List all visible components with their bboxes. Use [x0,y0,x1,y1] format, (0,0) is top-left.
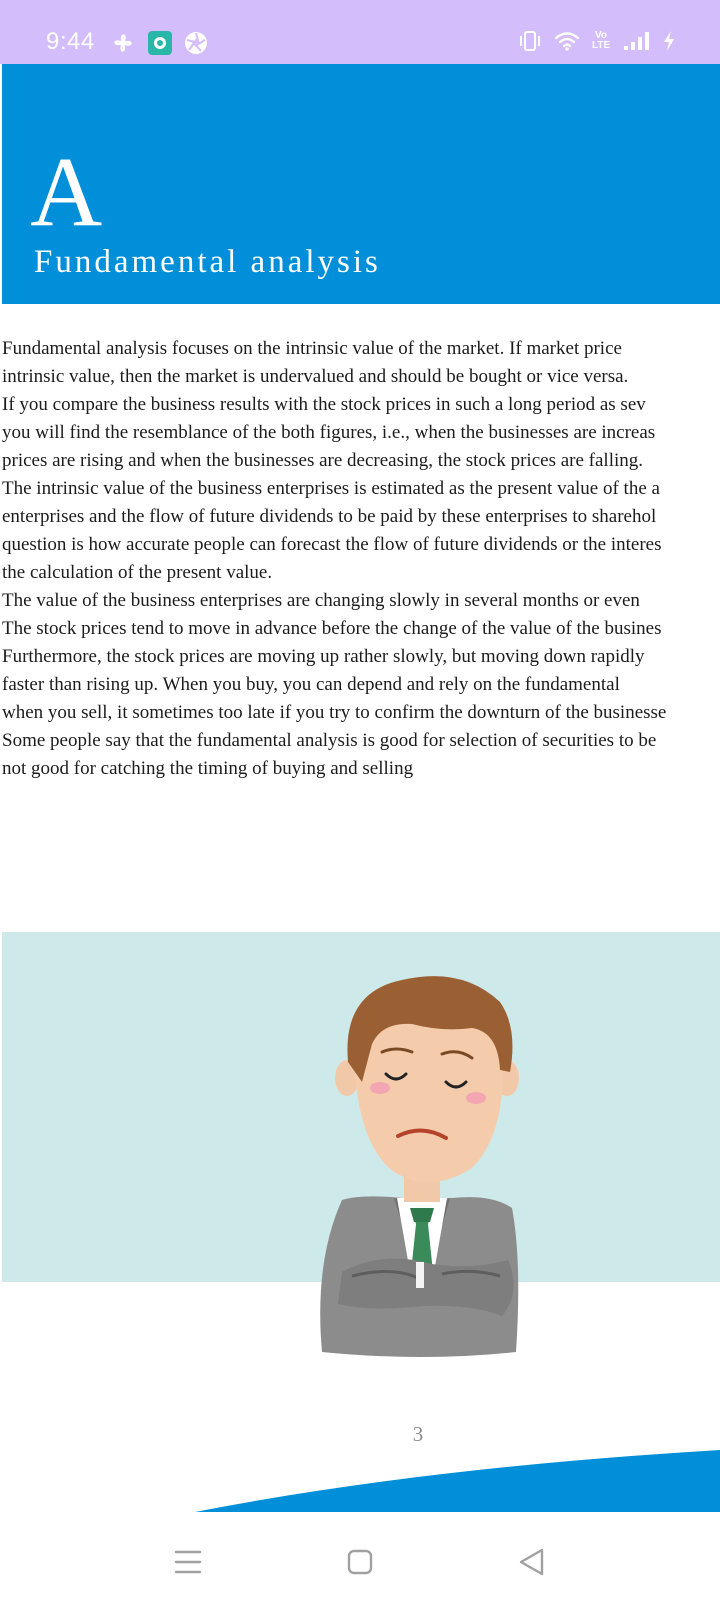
text-line: question is how accurate people can forecast the flow of future dividends or the interes [2,534,662,555]
text-line: when you sell, it sometimes too late if you try to confirm the downturn of the businesse [2,702,667,723]
status-system-icons [518,30,676,52]
text-line: The value of the business enterprises are changing slowly in several months or even [2,590,640,611]
businessman-illustration [2,932,720,1362]
status-time: 9:44 [46,28,95,55]
businessman-figure [2,932,720,1362]
text-line: prices are rising and when the businesses are decreasing, the stock prices are falling. [2,450,644,471]
volte-label-bottom: LTE [592,40,611,51]
text-line: faster than rising up. When you buy, you can depend and rely on the fundamental [2,674,620,695]
vibrate-icon [518,30,542,52]
back-button[interactable] [512,1542,552,1582]
menu-button[interactable] [168,1542,208,1582]
text-line: you will find the resemblance of the both figures, i.e., when the businesses are increas [2,422,656,443]
app-camera-icon [148,31,172,55]
text-line: Some people say that the fundamental analysis is good for selection of securities to be [2,730,657,751]
text-line: enterprises and the flow of future dividends to be paid by these enterprises to sharehol [2,506,657,527]
charging-icon [662,30,676,52]
status-notification-icons [110,30,208,56]
volte-icon [592,31,610,51]
text-line: If you compare the business results with the stock prices in such a long period as sev [2,394,646,415]
text-line: not good for catching the timing of buying and selling [2,758,414,779]
text-line: intrinsic value, then the market is undervalued and should be bought or vice versa. [2,366,629,387]
pinwheel-icon [110,30,136,56]
wifi-icon [554,30,580,52]
chapter-letter: A [30,136,103,247]
text-line: The intrinsic value of the business enterprises is estimated as the present value of the a [2,478,660,499]
page-number: 3 [412,1422,424,1446]
article-body [2,335,720,785]
signal-icon [622,30,650,52]
volte-label-top: Vo [594,30,608,41]
chapter-header [2,64,720,304]
text-line: Fundamental analysis focuses on the intrinsic value of the market. If market price [2,338,622,359]
text-line: Furthermore, the stock prices are moving up rather slowly, but moving down rapidly [2,646,645,667]
status-bar [0,0,720,64]
text-line: the calculation of the present value. [2,562,273,583]
chapter-title: Fundamental analysis [34,244,381,280]
aperture-icon [184,31,208,55]
footer-wave-decoration [0,1440,720,1520]
home-button[interactable] [340,1542,380,1582]
text-line: The stock prices tend to move in advance before the change of the value of the busines [2,618,662,639]
navigation-bar [0,1520,720,1600]
